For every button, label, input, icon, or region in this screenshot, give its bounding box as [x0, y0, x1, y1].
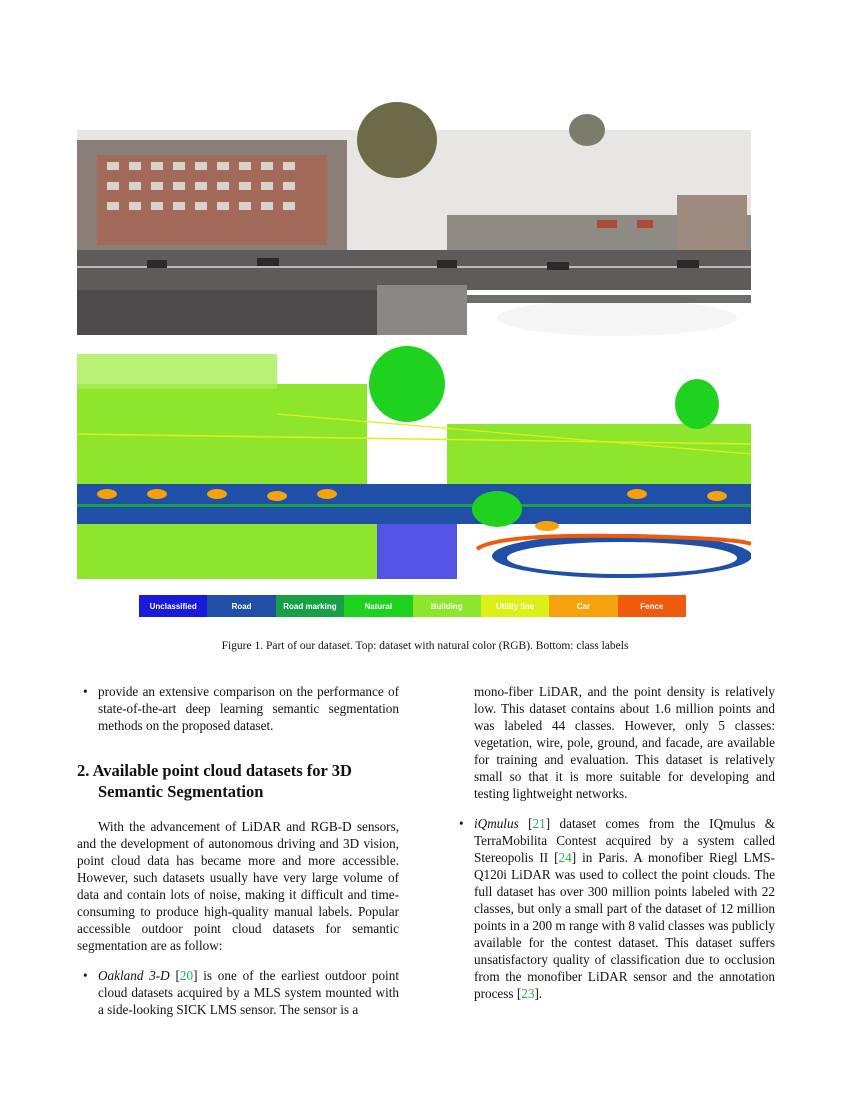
bullet-dot-icon: • [83, 684, 88, 699]
section-paragraph: With the advancement of LiDAR and RGB-D sensors, and the development of autonomous driving and 3D vision, point cloud data has became more and more accessible. However, such datasets usually have very large volume of data and contain lots of noise, making it difficult and time-consuming to produce high-quality manual labels. Popular accessible outdoor point cloud datasets for semantic segmentation are as follow: [77, 819, 399, 953]
right-column [453, 683, 775, 1002]
legend-item: Car [549, 595, 617, 617]
figure-labeled-pointcloud [77, 344, 751, 584]
labeled-pointcloud-image [77, 344, 751, 584]
contribution-bullet [77, 683, 399, 734]
legend-item: Unclassified [139, 595, 207, 617]
iqmulus-bullet: • iQmulus [21] dataset comes from the IQmulus & TerraMobilita Contest acquired by a system called Stereopolis II [24] in Paris. A monofiber Riegl LMS-Q120i LiDAR was used to collect the point clouds. The full dataset has over 300 million points labeled with 22 classes, but only a small part of the dataset of 12 million points in a 200 m range with 8 valid classes was publicly available for the contest dataset. This dataset suffers unsatisfactory quality of classification due to occlusion from the monofiber LiDAR sensor and the annotation process [23]. [459, 816, 776, 1001]
contribution-text: provide an extensive comparison on the performance of state-of-the-art deep learning semantic segmentation methods on the proposed dataset. [98, 684, 399, 733]
oakland-name: Oakland 3-D [98, 968, 170, 983]
citation-link[interactable]: 24 [558, 850, 572, 865]
iqmulus-name: iQmulus [474, 816, 519, 831]
bullet-dot-icon: • [83, 968, 88, 983]
figure-rgb-pointcloud [77, 100, 751, 338]
class-legend [139, 595, 686, 617]
iqmulus-text-1: ] dataset comes from the IQmulus & TerraMobilita Contest acquired by a system called Stereopolis II [ [474, 816, 775, 865]
legend-item: Road marking [276, 595, 344, 617]
rgb-pointcloud-image [77, 100, 751, 338]
figure-caption: Figure 1. Part of our dataset. Top: dataset with natural color (RGB). Bottom: class labels [221, 640, 629, 652]
iqmulus-text-2: ] in Paris. A monofiber Riegl LMS-Q120i LiDAR was used to collect the point clouds. The full dataset has over 300 million points labeled with 22 classes, but only a small part of the dataset of 12 million points in a 200 m range with 8 valid classes was publicly available for the contest dataset. This dataset suffers unsatisfactory quality of classification due to occlusion from the monofiber LiDAR sensor and the annotation process [ [474, 850, 776, 1001]
citation-link[interactable]: 20 [179, 968, 194, 983]
oakland-text: ] is one of the earliest outdoor point cloud datasets acquired by a MLS system mounted with a side-looking SICK LMS sensor. The sensor is a [98, 968, 399, 1017]
section-heading: 2. Available point cloud datasets for 3D Semantic Segmentation [77, 761, 352, 801]
legend-item: Utility line [481, 595, 549, 617]
iqmulus-text-3: ]. [534, 986, 543, 1001]
legend-item: Road [207, 595, 275, 617]
legend-item: Fence [618, 595, 686, 617]
legend-item: Natural [344, 595, 412, 617]
bullet-dot-icon: • [459, 816, 464, 831]
oakland-text-before: [ [169, 968, 180, 983]
oakland-bullet [77, 967, 399, 1018]
left-column [77, 683, 399, 1018]
citation-link[interactable]: 23 [521, 986, 535, 1001]
legend-item: Building [413, 595, 481, 617]
citation-link[interactable]: 21 [532, 816, 546, 831]
oakland-continued-text: mono-fiber LiDAR, and the point density is relatively low. This dataset contains about 1.6 million points and was labeled 44 classes. However, only 5 classes: vegetation, wire, pole, ground, and facade, are available for training and evaluation. This dataset is relatively small so that it is more suitable for developing and testing lightweight networks. [474, 684, 775, 801]
